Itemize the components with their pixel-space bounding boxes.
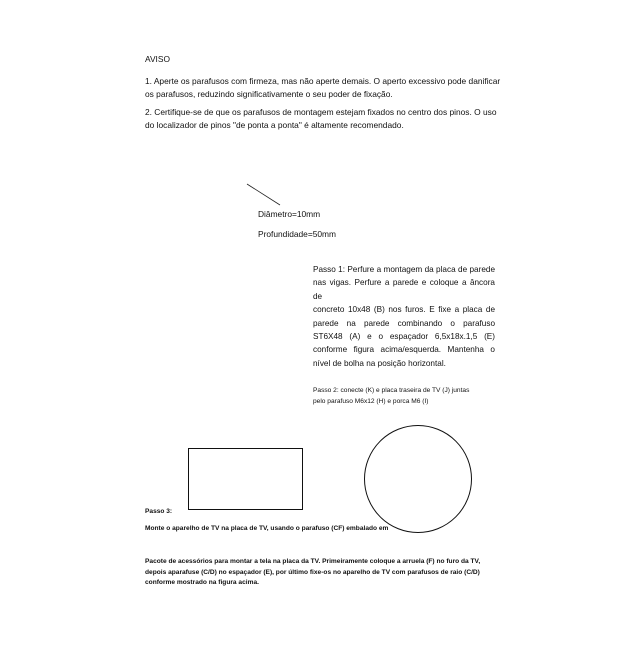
accessory-line: conforme mostrado na figura acima.	[145, 579, 259, 586]
step-3-text: Monte o aparelho de TV na placa de TV, usando o parafuso (CF) embalado em	[145, 525, 389, 532]
step-2-line: Passo 2: conecte (K) e placa traseira de TV (J) juntas	[313, 387, 470, 394]
step-3-title: Passo 3:	[145, 508, 173, 515]
accessory-pack-text	[145, 557, 480, 589]
notice-title: AVISO	[145, 54, 170, 64]
step-1-line: concreto 10x48 (B) nos furos. E fixe a placa de	[313, 305, 495, 315]
step-1-line: parede na parede combinando o parafuso	[313, 318, 495, 328]
step-1-text	[313, 263, 495, 370]
detail-circle	[364, 425, 472, 533]
step-1-line: conforme figura acima/esquerda. Mantenha o	[313, 345, 495, 355]
notice-item-1: 1. Aperte os parafusos com firmeza, mas não aperte demais. O aperto excessivo pode danificar os parafusos, reduzindo significativamente o seu poder de fixação.	[145, 76, 501, 99]
step-2-line: pelo parafuso M6x12 (H) e porca M6 (I)	[313, 397, 429, 405]
step-1-line: nas vigas. Perfure a parede e coloque a âncora de	[313, 278, 495, 301]
step-1-line: nível de bolha na posição horizontal.	[313, 358, 446, 368]
tv-plate-rectangle	[188, 448, 303, 510]
step-1-line: ST6X48 (A) e o espaçador 6,5x18x.1,5 (E)	[313, 332, 495, 342]
diameter-spec: Diâmetro=10mm	[258, 209, 321, 219]
depth-spec: Profundidade=50mm	[258, 229, 336, 239]
accessory-line: depois aparafuse (C/D) no espaçador (E), por último fixe-os no aparelho de TV com parafusos de raio (C/D)	[145, 568, 480, 576]
leader-line	[246, 183, 282, 207]
notice-item-2: 2. Certifique-se de que os parafusos de montagem estejam fixados no centro dos pinos. O uso do localizador de pinos "de ponta a ponta" é altamente recomendado.	[145, 107, 497, 130]
accessory-line: Pacote de acessórios para montar a tela na placa da TV. Primeiramente coloque a arruela (F) no furo da TV,	[145, 558, 481, 565]
step-1-line: Passo 1: Perfure a montagem da placa de parede	[313, 265, 495, 274]
step-2-text	[313, 386, 469, 407]
